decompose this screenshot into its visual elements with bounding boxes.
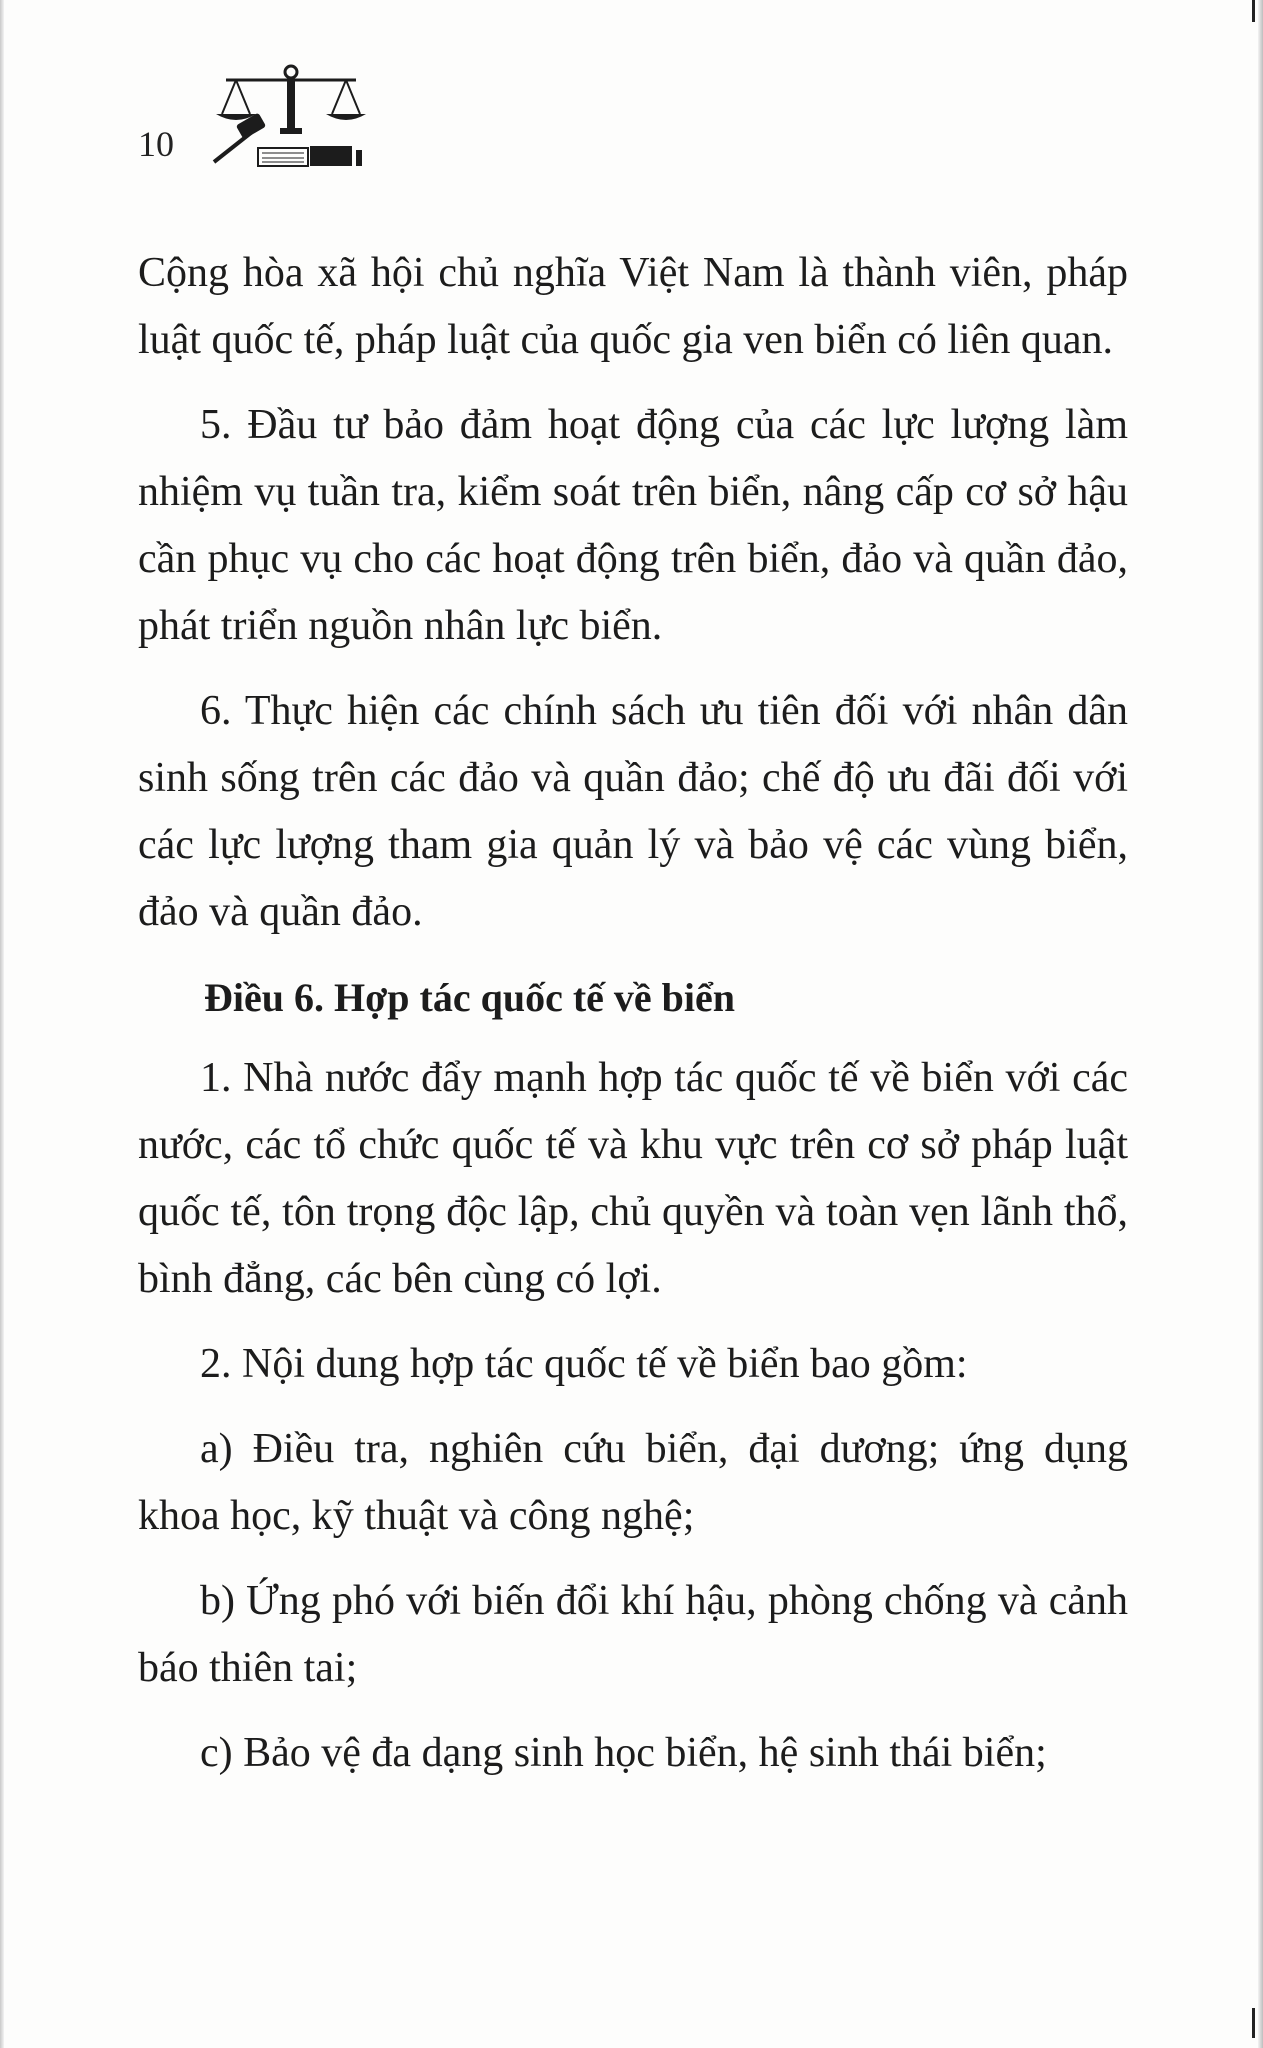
page-header [138, 62, 398, 177]
scan-corner-mark-top [1252, 0, 1255, 22]
scales-of-justice-gavel-icon [206, 62, 378, 174]
paragraph-item-b: b) Ứng phó với biến đổi khí hậu, phòng chống và cảnh báo thiên tai; [138, 1578, 1128, 1691]
page-number: 10 [138, 124, 174, 164]
article-heading: Điều 6. Hợp tác quốc tế về biển [204, 975, 736, 1020]
paragraph-item-5: 5. Đầu tư bảo đảm hoạt động của các lực lượng làm nhiệm vụ tuần tra, kiểm soát trên biển, nâng cấp cơ sở hậu cần phục vụ cho các hoạt động trên biển, đảo và quần đảo, phát triển nguồn nhân lực biển. [138, 402, 1128, 649]
paragraph-item-6: 6. Thực hiện các chính sách ưu tiên đối với nhân dân sinh sống trên các đảo và quần đảo; chế độ ưu đãi đối với các lực lượng tham gia quản lý và bảo vệ các vùng biển, đảo và quần đảo. [138, 688, 1128, 935]
paragraph-item-c: c) Bảo vệ đa dạng sinh học biển, hệ sinh thái biển; [200, 1730, 1047, 1776]
paragraph-continuation: Cộng hòa xã hội chủ nghĩa Việt Nam là thành viên, pháp luật quốc tế, pháp luật của quốc gia ven biển có liên quan. [138, 250, 1128, 363]
scan-corner-mark-bottom [1252, 2008, 1255, 2038]
page-body [138, 240, 1128, 1805]
page-right-edge-shadow [1258, 0, 1263, 2048]
paragraph-article-item-2: 2. Nội dung hợp tác quốc tế về biển bao gồm: [200, 1341, 968, 1387]
page-left-edge-shadow [0, 0, 4, 2048]
paragraph-item-a: a) Điều tra, nghiên cứu biển, đại dương; ứng dụng khoa học, kỹ thuật và công nghệ; [138, 1426, 1128, 1539]
paragraph-article-item-1: 1. Nhà nước đẩy mạnh hợp tác quốc tế về biển với các nước, các tổ chức quốc tế và khu vực trên cơ sở pháp luật quốc tế, tôn trọng độc lập, chủ quyền và toàn vẹn lãnh thổ, bình đẳng, các bên cùng có lợi. [138, 1055, 1128, 1302]
